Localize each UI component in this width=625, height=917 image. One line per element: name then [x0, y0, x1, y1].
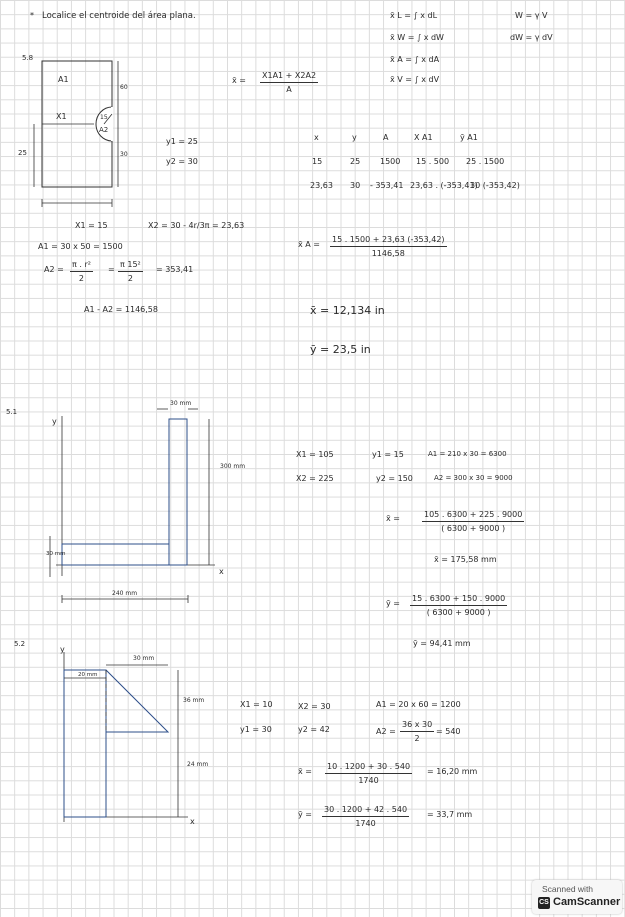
- side-note: W = γ V: [515, 11, 548, 20]
- xbar-formula-num: X1A1 + X2A2: [260, 71, 318, 83]
- a1-value: A1 = 20 x 60 = 1200: [376, 700, 461, 709]
- ybar-result: ȳ = 94,41 mm: [413, 639, 471, 648]
- x1-value: X1 = 10: [240, 700, 273, 709]
- xbar-result: = 16,20 mm: [427, 767, 478, 776]
- dim-label-30mm: 30 mm: [133, 655, 155, 662]
- xbar-a-num: 15 . 1500 + 23,63 (-353,42): [330, 235, 447, 247]
- xbar-fraction: [325, 762, 412, 785]
- side-note: dW = γ dV: [510, 33, 553, 42]
- table-cell: 30 (-353,42): [470, 181, 520, 190]
- table-header: y: [352, 133, 357, 142]
- ybar-result: = 33,7 mm: [427, 810, 473, 819]
- x2-value: X2 = 225: [296, 474, 334, 483]
- integral-line: x̄ V = ∫ x dV: [390, 75, 440, 84]
- integral-line: x̄ L = ∫ x dL: [390, 11, 438, 20]
- a2-num: 36 x 30: [400, 720, 434, 732]
- xbar-a-lhs: x̄ A =: [298, 240, 320, 249]
- xbar-lhs: x̄ =: [298, 767, 312, 776]
- dim-label-30mm: 30 mm: [170, 400, 192, 407]
- a2-result: = 353,41: [156, 265, 194, 274]
- ybar-den: 1740: [355, 819, 376, 828]
- a2-f2-den: 2: [127, 274, 133, 283]
- dim-label-240mm: 240 mm: [112, 590, 138, 597]
- a2-lhs: A2 =: [44, 265, 64, 274]
- table-cell: 1500: [380, 157, 401, 166]
- xbar-den: ( 6300 + 9000 ): [441, 524, 506, 533]
- a2-lhs: A2 =: [376, 727, 396, 736]
- xbar-result: x̄ = 12,134 in: [310, 304, 385, 317]
- ybar-num: 15 . 6300 + 150 . 9000: [410, 594, 507, 606]
- problem-number: 5.1: [6, 408, 18, 416]
- camscanner-logo-icon: CS: [538, 897, 550, 909]
- a1-value: A1 = 30 x 50 = 1500: [38, 242, 123, 251]
- a2-value: A2 = 300 x 30 = 9000: [434, 474, 513, 482]
- a2-eq: =: [108, 265, 115, 274]
- y1-value: y1 = 25: [166, 137, 198, 146]
- table-header: x: [314, 133, 319, 142]
- table-cell: 25 . 1500: [466, 157, 505, 166]
- dim-label-24mm: 24 mm: [187, 761, 209, 768]
- axis-label-y: y: [52, 417, 57, 426]
- table-header: ȳ A1: [460, 133, 478, 142]
- ybar-fraction: [322, 805, 409, 828]
- instruction-text: Localice el centroide del área plana.: [42, 11, 196, 21]
- ybar-lhs: ȳ =: [298, 810, 312, 819]
- problem-number: 5.8: [22, 54, 34, 62]
- xbar-lhs: x̄ =: [386, 514, 400, 523]
- label-a1: A1: [58, 75, 69, 84]
- y1-value: y1 = 15: [372, 450, 404, 459]
- a2-f1-den: 2: [78, 274, 85, 283]
- a2-den: 2: [414, 734, 420, 743]
- bullet: *: [30, 11, 34, 20]
- x1-value: X1 = 15: [75, 221, 108, 230]
- y2-value: y2 = 42: [298, 725, 330, 734]
- ybar-result: ȳ = 23,5 in: [310, 343, 371, 356]
- dim-label-300mm: 300 mm: [220, 463, 246, 470]
- label-a2: A2: [99, 126, 109, 134]
- a2-fraction: [400, 720, 434, 743]
- integral-line: x̄ W = ∫ x dW: [390, 33, 444, 42]
- table-cell: 23,63 . (-353,41): [410, 181, 478, 190]
- xbar-formula-den: A: [286, 85, 292, 94]
- xbar-result: x̄ = 175,58 mm: [434, 555, 497, 564]
- label-x1: X1: [56, 112, 67, 121]
- x1-value: X1 = 105: [296, 450, 334, 459]
- table-header: X A1: [414, 133, 433, 142]
- badge-bottom-text: CamScanner: [553, 896, 621, 908]
- dim-label-30mm-h: 30 mm: [46, 551, 66, 557]
- table-cell: 15 . 500: [416, 157, 450, 166]
- xbar-den: 1740: [358, 776, 379, 785]
- dim-label-20mm: 20 mm: [78, 672, 98, 678]
- ybar-num: 30 . 1200 + 42 . 540: [322, 805, 409, 817]
- table-cell: - 353,41: [370, 181, 404, 190]
- label-dim-60: 60: [120, 84, 128, 91]
- table-cell: 25: [350, 157, 361, 166]
- axis-label-x: x: [219, 567, 224, 576]
- y2-value: y2 = 150: [376, 474, 413, 483]
- a2-result: = 540: [436, 727, 461, 736]
- y2-value: y2 = 30: [166, 157, 198, 166]
- problem-number: 5.2: [14, 640, 26, 648]
- ybar-lhs: ȳ =: [386, 599, 400, 608]
- table-cell: 15: [312, 157, 323, 166]
- xbar-num: 105 . 6300 + 225 . 9000: [422, 510, 524, 522]
- x2-value: X2 = 30 - 4r/3π = 23,63: [148, 221, 245, 230]
- a2-f1-num: π . r²: [70, 260, 93, 272]
- dim-label-36mm: 36 mm: [183, 697, 205, 704]
- badge-top-text: Scanned with: [542, 884, 594, 894]
- xbar-num: 10 . 1200 + 30 . 540: [325, 762, 412, 774]
- table-cell: 23,63: [310, 181, 333, 190]
- axis-label-y: y: [60, 645, 65, 654]
- integral-line: x̄ A = ∫ x dA: [390, 55, 440, 64]
- x2-value: X2 = 30: [298, 702, 331, 711]
- label-radius: 15: [100, 114, 108, 121]
- table-header: A: [383, 133, 389, 142]
- triangle-part: [106, 670, 168, 732]
- ybar-den: ( 6300 + 9000 ): [426, 608, 491, 617]
- y1-value: y1 = 30: [240, 725, 272, 734]
- rect-part: [64, 670, 106, 817]
- a2-f2-num: π 15²: [118, 260, 143, 272]
- xbar-formula-lhs: x̄ =: [232, 76, 246, 85]
- xbar-a-den: 1146,58: [371, 249, 405, 258]
- label-dim-30: 30: [120, 151, 128, 158]
- table-cell: 30: [350, 181, 361, 190]
- axis-label-x: x: [190, 817, 195, 826]
- a-total: A1 - A2 = 1146,58: [84, 305, 158, 314]
- camscanner-badge: [532, 880, 622, 914]
- label-dim-25: 25: [18, 149, 27, 157]
- a1-value: A1 = 210 x 30 = 6300: [428, 450, 507, 458]
